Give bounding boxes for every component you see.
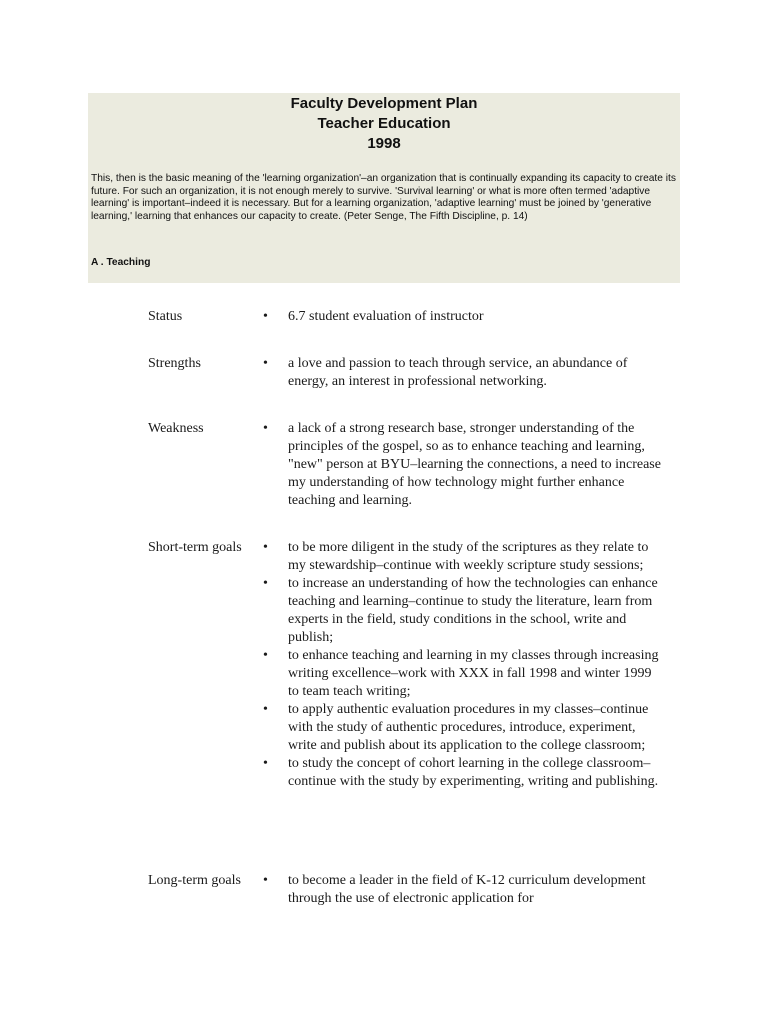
bullet-icon: • (263, 309, 268, 324)
row-items (263, 539, 663, 791)
row-items (263, 872, 663, 908)
row-label: Status (148, 309, 183, 324)
row-items (263, 308, 663, 326)
item-text: to study the concept of cohort learning in the college classroom–continue with the study by experimenting, writing and publishing. (288, 756, 659, 789)
item-text: to become a leader in the field of K-12 curriculum development through the use of electronic application for (288, 873, 646, 906)
list-item (263, 539, 663, 575)
document-title (88, 94, 680, 154)
list-item (263, 701, 663, 755)
header-box (88, 93, 680, 283)
item-text: 6.7 student evaluation of instructor (288, 309, 484, 324)
row-label: Strengths (148, 356, 201, 371)
list-item (263, 872, 663, 908)
row-label: Long-term goals (148, 873, 241, 888)
bullet-icon: • (263, 421, 268, 436)
list-item (263, 647, 663, 701)
row-label: Weakness (148, 421, 204, 436)
item-text: to apply authentic evaluation procedures in my classes–continue with the study of authentic procedures, introduce, experiment, write and publish about its application to the college classroom; (288, 702, 649, 753)
list-item (263, 575, 663, 647)
item-text: to be more diligent in the study of the scriptures as they relate to my stewardship–continue with weekly scripture study sessions; (288, 540, 649, 573)
subtitle-line: Teacher Education (317, 115, 451, 132)
list-item (263, 308, 663, 326)
row-label: Short-term goals (148, 540, 242, 555)
bullet-icon: • (263, 702, 268, 717)
row-items (263, 355, 663, 391)
bullet-icon: • (263, 648, 268, 663)
list-item (263, 355, 663, 391)
bullet-icon: • (263, 576, 268, 591)
item-text: a lack of a strong research base, stronger understanding of the principles of the gospel, so as to enhance teaching and learning, "new" person at BYU–learning the connections, a need to increase my understanding of how technology might further enhance teaching and learning. (288, 421, 661, 508)
list-item (263, 755, 663, 791)
row-items (263, 420, 663, 510)
bullet-icon: • (263, 356, 268, 371)
senge-quote: This, then is the basic meaning of the 'learning organization'–an organization that is continually expanding its capacity to create its future. For such an organization, it is not enough merely to survive. 'Survival learning' or what is more often termed 'adaptive learning' is important–indeed it is necessary. But for a learning organization, 'adaptive learning' must be joined by 'generative learning,' learning that enhances our capacity to create. (Peter Senge, The Fifth Discipline, p. 14) (91, 173, 676, 222)
title-line: Faculty Development Plan (290, 95, 478, 112)
item-text: to increase an understanding of how the technologies can enhance teaching and learning–continue to study the literature, learn from experts in the field, study conditions in the school, write and publish; (288, 576, 658, 645)
section-heading: A . Teaching (91, 257, 151, 268)
bullet-icon: • (263, 873, 268, 888)
bullet-icon: • (263, 756, 268, 771)
bullet-icon: • (263, 540, 268, 555)
list-item (263, 420, 663, 510)
item-text: a love and passion to teach through service, an abundance of energy, an interest in professional networking. (288, 356, 628, 389)
year-line: 1998 (367, 135, 401, 152)
item-text: to enhance teaching and learning in my classes through increasing writing excellence–work with XXX in fall 1998 and winter 1999 to team teach writing; (288, 648, 659, 699)
